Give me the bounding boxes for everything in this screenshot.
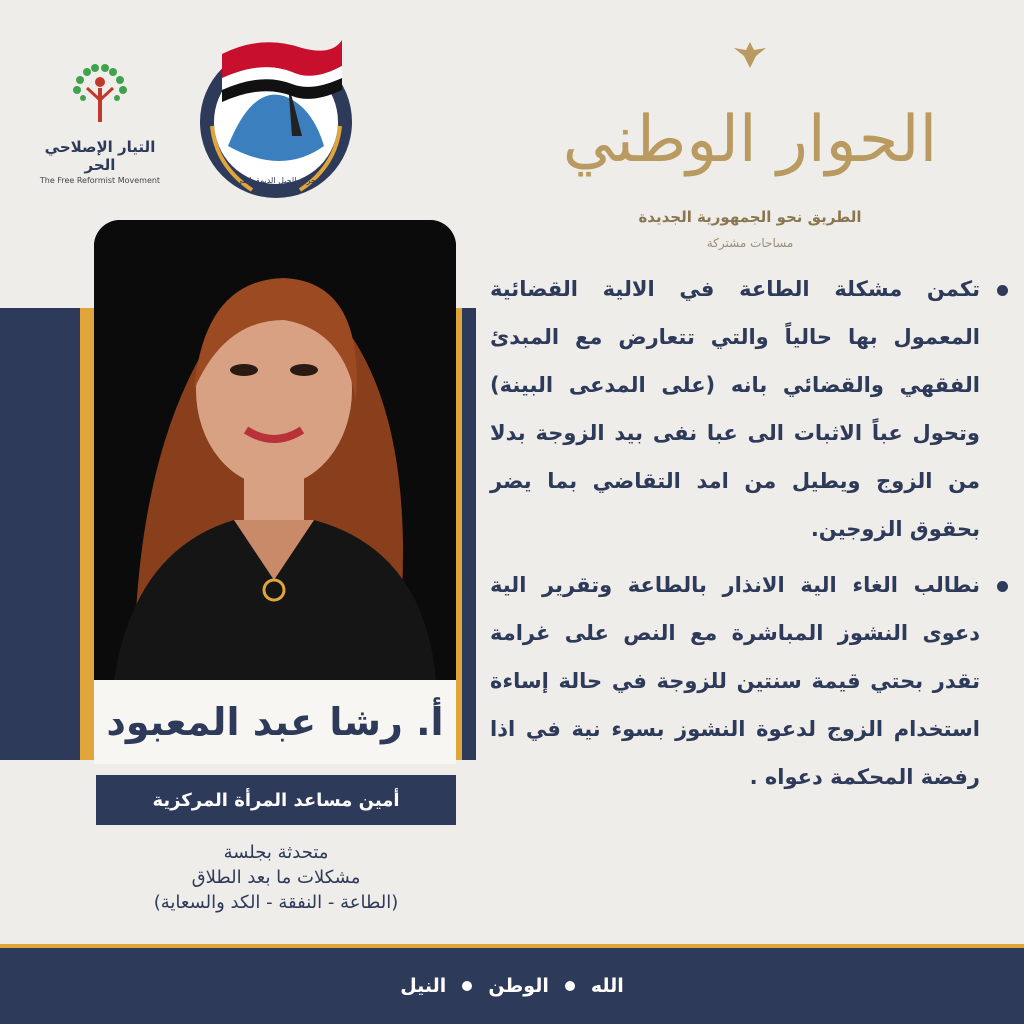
statement-point: [490, 561, 1010, 801]
left-navy-band: [0, 308, 80, 760]
party-emblem-icon: [192, 26, 360, 198]
right-navy-bar: [462, 308, 476, 760]
speaker-portrait-image: [94, 220, 456, 680]
dialogue-title: الحوار الوطني: [562, 103, 938, 177]
national-dialogue-logo: [560, 40, 940, 260]
bullet-dot-icon: [997, 285, 1008, 296]
statement-point: [490, 265, 1010, 553]
footer-word: الوطن: [488, 975, 549, 997]
party-logo: [192, 26, 360, 198]
left-logo-name-ar: التيار الإصلاحي الحر: [44, 138, 156, 174]
statement-point-text: تكمن مشكلة الطاعة في الالية القضائية المعمول بها حالياً والتي تتعارض مع المبدئ الفقهي والقضائي بانه (على المدعى البينة) وتحول عباً الاثبات الى عبا نفى بيد الزوجة بدلا من الزوج ويطيل من امد التقاضي بما يضر بحقوق الزوجين.: [490, 277, 980, 541]
speaker-name: أ. رشا عبد المعبود: [106, 700, 444, 744]
speaker-photo: [94, 220, 456, 680]
footer-dot-icon: [462, 981, 472, 991]
dialogue-tagline: الطريق نحو الجمهورية الجديدة: [638, 208, 862, 226]
left-logo-name-en: The Free Reformist Movement: [39, 176, 161, 185]
statement-points: [490, 265, 1010, 809]
session-line-2: مشكلات ما بعد الطلاق: [191, 867, 361, 888]
speaker-role: أمين مساعد المرأة المركزية: [152, 789, 400, 811]
speaker-role-box: [96, 775, 456, 825]
eagle-emblem-icon: [730, 40, 770, 70]
footer-bar: [0, 948, 1024, 1024]
speaker-name-box: [94, 680, 456, 764]
footer-word: النيل: [400, 975, 447, 997]
footer-word: الله: [590, 975, 624, 997]
center-logo-text: حزب الجيل الديمقراطي: [236, 176, 316, 185]
statement-point-text: نطالب الغاء الية الانذار بالطاعة وتقرير الية دعوى النشوز المباشرة مع النص على غرامة تقدر بحتي قيمة سنتين للزوجة في حالة إساءة استخدام الزوج لدعوة النشوز بسوء نية في اذا رفضة المحكمة دعواه .: [490, 573, 980, 789]
bullet-dot-icon: [997, 581, 1008, 592]
dialogue-subtag: مساحات مشتركة: [706, 236, 794, 250]
session-line-3: (الطاعة - النفقة - الكد والسعاية): [153, 892, 399, 913]
free-reformist-logo: [30, 60, 170, 185]
session-line-1: متحدثة بجلسة: [223, 842, 329, 863]
footer-dot-icon: [565, 981, 575, 991]
session-info: [96, 840, 456, 915]
tree-figure-icon: [65, 60, 135, 130]
left-gold-bar: [80, 308, 94, 760]
